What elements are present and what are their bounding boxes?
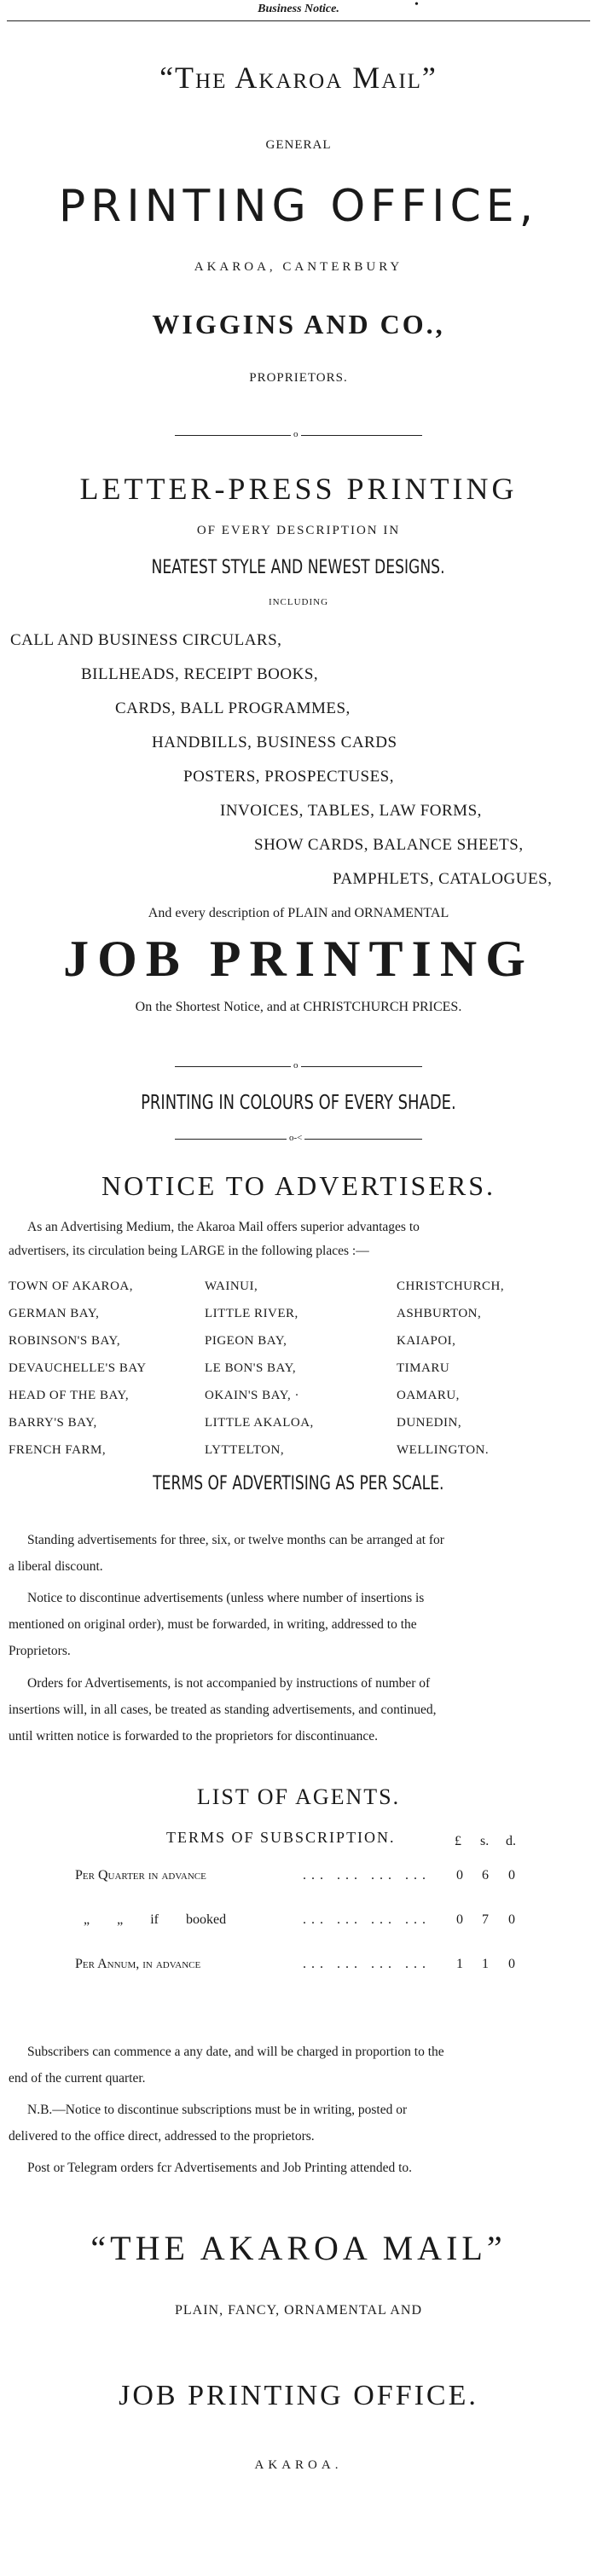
currency-pence: d. xyxy=(506,1834,516,1848)
place-name: WAINUI, xyxy=(205,1279,258,1293)
paragraph-line: mentioned on original order), must be forwarded, in writing, addressed to the xyxy=(9,1617,417,1632)
currency-pounds: £ xyxy=(455,1834,461,1848)
service-item: CARDS, BALL PROGRAMMES, xyxy=(115,699,351,717)
rate-label: Per Annum, in advance xyxy=(75,1957,201,1971)
rate-pounds: 0 xyxy=(456,1912,463,1927)
letterpress-heading: LETTER-PRESS PRINTING xyxy=(79,472,518,506)
rate-shillings: 1 xyxy=(482,1957,489,1971)
service-item: POSTERS, PROSPECTUSES, xyxy=(183,768,394,786)
rate-label: „ „ if booked xyxy=(84,1912,227,1927)
place-name: OKAIN'S BAY, · xyxy=(205,1389,299,1402)
job-printing-heading: JOB PRINTING xyxy=(63,931,534,987)
masthead-general: GENERAL xyxy=(265,138,332,152)
divider-ornament: o xyxy=(291,1061,301,1070)
divider-ornament: o-< xyxy=(287,1134,304,1143)
place-name: DEVAUCHELLE'S BAY xyxy=(9,1361,147,1375)
place-name: WELLINGTON. xyxy=(397,1443,490,1457)
advertisers-intro: As an Advertising Medium, the Akaroa Mail offers superior advantages to xyxy=(27,1220,420,1234)
footer-plain-fancy: PLAIN, FANCY, ORNAMENTAL AND xyxy=(175,2303,422,2318)
paragraph-line: Notice to discontinue advertisements (unless where number of insertions is xyxy=(27,1591,425,1605)
masthead-title: “The Akaroa Mail” xyxy=(159,61,438,95)
service-item: BILLHEADS, RECEIPT BOOKS, xyxy=(81,665,319,683)
footer-town: AKAROA. xyxy=(254,2458,343,2472)
paragraph-line: Post or Telegram orders fcr Advertisements and Job Printing attended to. xyxy=(27,2161,413,2175)
rate-shillings: 6 xyxy=(482,1868,489,1883)
footer-job-office: JOB PRINTING OFFICE. xyxy=(119,2380,478,2411)
paragraph-line: Standing advertisements for three, six, or twelve months can be arranged at for xyxy=(27,1533,444,1547)
paragraph-line: Subscribers can commence a any date, and will be charged in proportion to the xyxy=(27,2045,444,2059)
service-item: SHOW CARDS, BALANCE SHEETS, xyxy=(254,836,524,854)
place-name: KAIAPOI, xyxy=(397,1334,456,1348)
rate-pounds: 0 xyxy=(456,1868,463,1883)
advertisers-intro: advertisers, its circulation being LARGE in the following places :— xyxy=(9,1244,369,1258)
place-name: FRENCH FARM, xyxy=(9,1443,107,1457)
place-name: TIMARU xyxy=(397,1361,450,1375)
rate-pence: 0 xyxy=(508,1912,515,1927)
paragraph-line: Orders for Advertisements, is not accompanied by instructions of number of xyxy=(27,1676,431,1691)
paragraph-line: delivered to the office direct, addressed to the proprietors. xyxy=(9,2129,315,2144)
place-name: CHRISTCHURCH, xyxy=(397,1279,505,1293)
rate-shillings: 7 xyxy=(482,1912,489,1927)
masthead-location: AKAROA, CANTERBURY xyxy=(194,260,403,274)
place-name: LITTLE AKALOA, xyxy=(205,1416,314,1430)
terms-of-advertising: TERMS OF ADVERTISING AS PER SCALE. xyxy=(153,1473,444,1494)
footer-title: “THE AKAROA MAIL” xyxy=(90,2229,507,2267)
place-name: ASHBURTON, xyxy=(397,1307,482,1320)
rate-leader: ... ... ... ... xyxy=(303,1912,431,1927)
rate-label: Per Quarter in advance xyxy=(75,1868,206,1883)
rate-leader: ... ... ... ... xyxy=(303,1868,431,1883)
agents-heading: LIST OF AGENTS. xyxy=(196,1784,401,1809)
place-name: TOWN OF AKAROA, xyxy=(9,1279,133,1293)
every-description-line: And every description of PLAIN and ORNAMENTAL xyxy=(148,906,449,920)
shortest-notice-line: On the Shortest Notice, and at CHRISTCHURCH PRICES. xyxy=(135,1000,462,1014)
place-name: LYTTELTON, xyxy=(205,1443,285,1457)
divider-ornament: o xyxy=(291,430,301,439)
paragraph-line: a liberal discount. xyxy=(9,1559,103,1574)
place-name: BARRY'S BAY, xyxy=(9,1416,97,1430)
place-name: OAMARU, xyxy=(397,1389,460,1402)
place-name: DUNEDIN, xyxy=(397,1416,462,1430)
firm-name: WIGGINS AND CO., xyxy=(152,309,445,339)
rate-pence: 0 xyxy=(508,1868,515,1883)
of-every-description: OF EVERY DESCRIPTION IN xyxy=(196,524,401,537)
rate-pence: 0 xyxy=(508,1957,515,1971)
rate-leader: ... ... ... ... xyxy=(303,1957,431,1971)
place-name: HEAD OF THE BAY, xyxy=(9,1389,130,1402)
place-name: GERMAN BAY, xyxy=(9,1307,100,1320)
proprietors-label: PROPRIETORS. xyxy=(249,371,348,385)
place-name: LE BON'S BAY, xyxy=(205,1361,297,1375)
paragraph-line: end of the current quarter. xyxy=(9,2071,146,2086)
rate-pounds: 1 xyxy=(456,1957,463,1971)
printing-office-heading: PRINTING OFFICE, xyxy=(58,181,539,232)
place-name: LITTLE RIVER, xyxy=(205,1307,298,1320)
service-item: HANDBILLS, BUSINESS CARDS xyxy=(152,734,397,751)
service-item: INVOICES, TABLES, LAW FORMS, xyxy=(220,802,482,820)
section-label: Business Notice. xyxy=(258,3,339,15)
including-label: INCLUDING xyxy=(268,597,329,607)
currency-shillings: s. xyxy=(480,1834,490,1848)
neatest-style-line: NEATEST STYLE AND NEWEST DESIGNS. xyxy=(151,557,446,578)
page-mark: • xyxy=(414,0,419,11)
place-name: PIGEON BAY, xyxy=(205,1334,287,1348)
subscription-heading: TERMS OF SUBSCRIPTION. xyxy=(166,1829,396,1846)
header-rule xyxy=(7,20,590,21)
advertisers-heading: NOTICE TO ADVERTISERS. xyxy=(101,1170,496,1201)
paragraph-line: N.B.—Notice to discontinue subscriptions must be in writing, posted or xyxy=(27,2103,408,2117)
paragraph-line: until written notice is forwarded to the proprietors for discontinuance. xyxy=(9,1729,379,1743)
paragraph-line: insertions will, in all cases, be treated as standing advertisements, and continued, xyxy=(9,1703,437,1717)
place-name: ROBINSON'S BAY, xyxy=(9,1334,121,1348)
paragraph-line: Proprietors. xyxy=(9,1644,71,1658)
service-item: PAMPHLETS, CATALOGUES, xyxy=(333,870,553,888)
colours-line: PRINTING IN COLOURS OF EVERY SHADE. xyxy=(141,1092,456,1114)
service-item: CALL AND BUSINESS CIRCULARS, xyxy=(10,631,282,649)
